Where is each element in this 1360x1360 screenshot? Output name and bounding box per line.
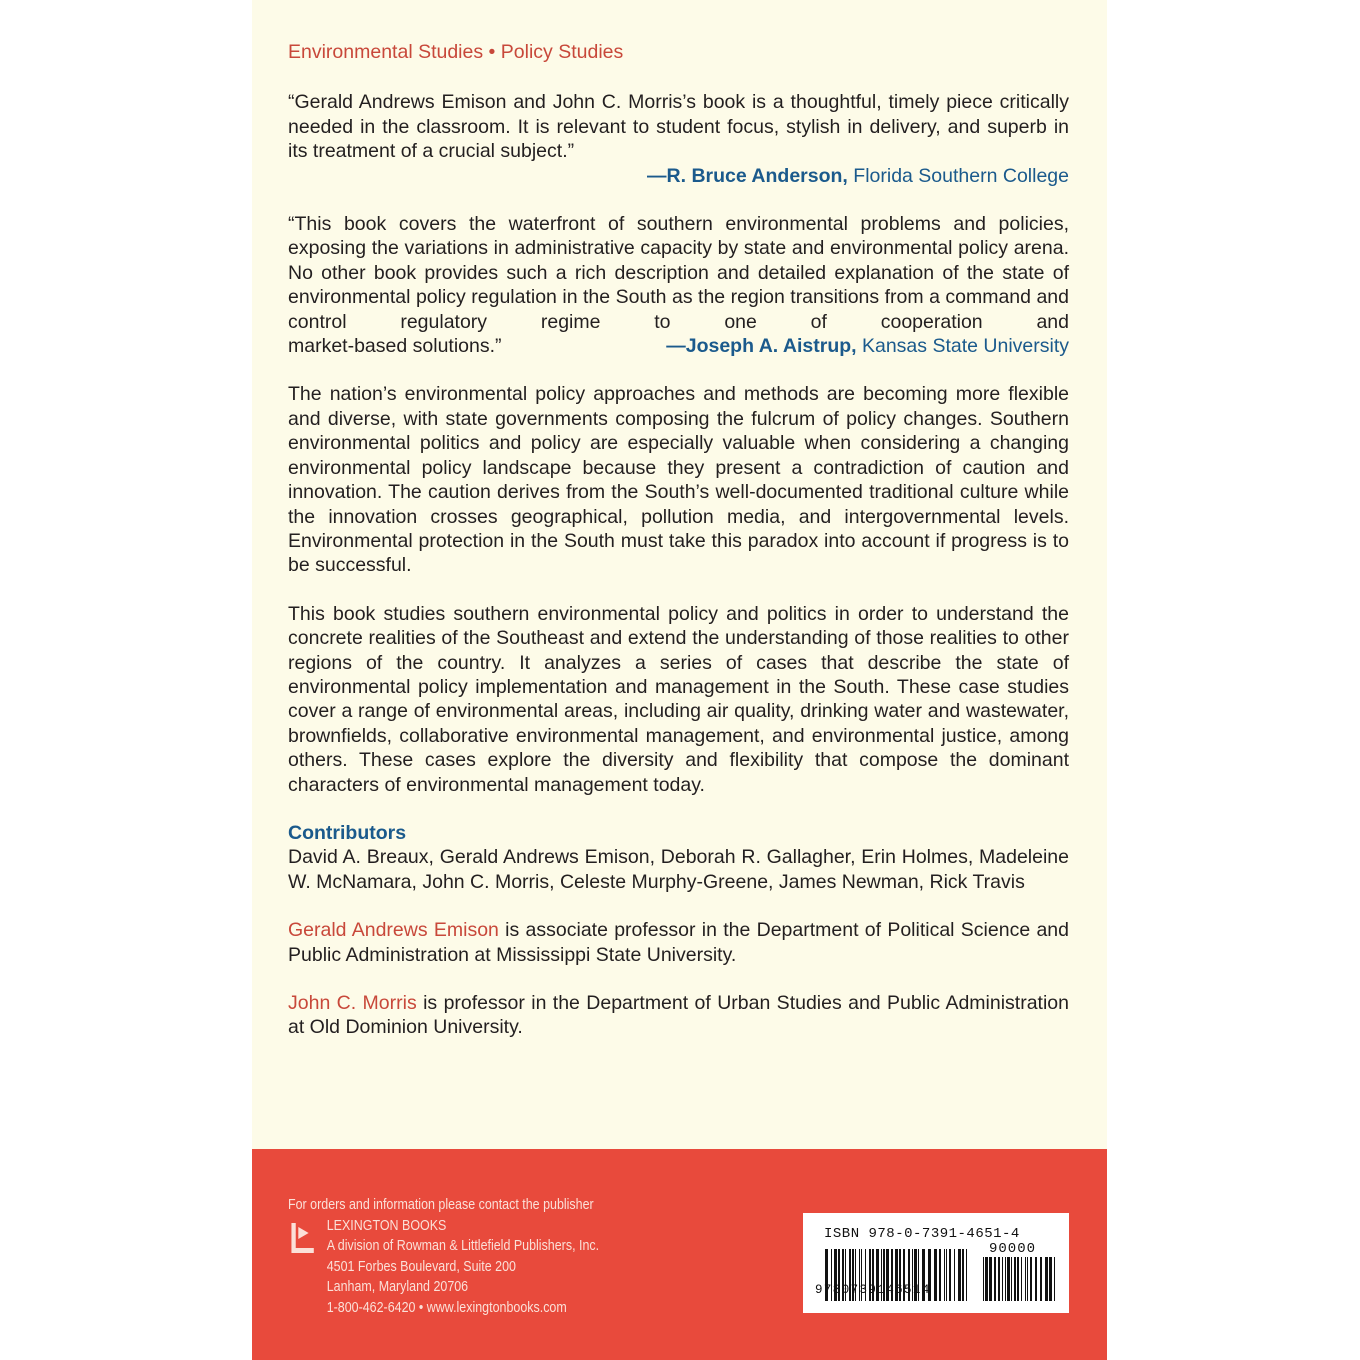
barcode-bar	[1035, 1257, 1037, 1301]
barcode-bars	[803, 1213, 1069, 1313]
quote-2-text-end: market-based solutions.”	[288, 335, 502, 358]
publisher-lines	[288, 1216, 599, 1319]
description-paragraph-1: The nation’s environmental policy approaches and methods are becoming more flexible and diverse, with state governments composing the fulcrum of policy changes. Southern environmental politics and policy are especially valuable when considering a changing environmental policy landscape because they present a contradiction of caution and innovation. The caution derives from the South’s well-documented traditional culture while the innovation crosses geographical, pollution media, and intergovernmental levels. Environmental protection in the South must take this paradox into account if progress is to be successful.	[288, 383, 1069, 577]
publisher-band	[252, 1149, 1107, 1360]
barcode-bar	[1007, 1257, 1010, 1301]
barcode-bar	[958, 1249, 961, 1301]
author-name-2: John C. Morris	[288, 992, 417, 1014]
barcode-bar	[946, 1249, 947, 1301]
quote-1-attribution	[288, 164, 1069, 188]
publisher-name: LEXINGTON BOOKS	[326, 1217, 447, 1234]
contributors-heading: Contributors	[288, 821, 407, 844]
barcode-bar	[1030, 1257, 1032, 1301]
barcode-bar	[989, 1257, 992, 1301]
barcode-bar	[1049, 1257, 1052, 1301]
barcode-ean-digits: 9780739146514	[815, 1283, 931, 1297]
publisher-address-1: 4501 Forbes Boulevard, Suite 200	[326, 1258, 516, 1275]
barcode-bar	[1005, 1257, 1006, 1301]
back-cover	[252, 0, 1107, 1360]
barcode-addon-number: 90000	[989, 1241, 1037, 1257]
barcode-bar	[934, 1249, 937, 1301]
barcode-bar	[1017, 1257, 1019, 1301]
barcode-bar	[1025, 1257, 1026, 1301]
barcode-bar	[1054, 1257, 1055, 1301]
quote-1-author: —R. Bruce Anderson,	[647, 164, 848, 187]
publisher-contact: 1-800-462-6420 • www.lexingtonbooks.com	[326, 1299, 567, 1316]
quote-1	[288, 90, 1069, 188]
quote-2-affiliation: Kansas State University	[856, 335, 1069, 358]
barcode-bar	[966, 1249, 967, 1301]
quote-2	[288, 212, 1069, 358]
barcode-bar	[985, 1257, 988, 1301]
publisher-division: A division of Rowman & Littlefield Publishers, Inc.	[326, 1238, 600, 1254]
barcode-bar	[944, 1249, 945, 1301]
quote-1-affiliation: Florida Southern College	[847, 164, 1069, 187]
author-bio-2-text: is professor in the Department of Urban Studies and Public Administration at Old Dominion University.	[288, 992, 1069, 1039]
category-label: Environmental Studies • Policy Studies	[288, 41, 624, 63]
description-paragraph-2: This book studies southern environmental policy and politics in order to understand the concrete realities of the Southeast and extend the understanding of those realities to other regions of the country. It analyzes a series of cases that describe the state of environmental policy implementation and management in the South. These case studies cover a range of environmental areas, including air quality, drinking water and wastewater, brownfields, collaborative environmental management, and environmental justice, among others. These cases explore the diversity and flexibility that compose the dominant characters of environmental management today.	[288, 602, 1069, 796]
barcode-bar	[962, 1249, 964, 1301]
barcode-bar	[1002, 1257, 1003, 1301]
publisher-address-2: Lanham, Maryland 20706	[326, 1279, 469, 1295]
quote-2-attribution	[666, 334, 1069, 358]
barcode-bar	[954, 1249, 955, 1301]
cover-text	[288, 40, 1069, 1064]
barcode-bar	[939, 1249, 941, 1301]
contributors-section	[288, 821, 1069, 894]
publisher-intro: For orders and information please contact the publisher	[288, 1197, 594, 1213]
isbn-label: ISBN 978-0-7391-4651-4	[824, 1226, 1020, 1242]
quote-2-last-line	[288, 334, 1069, 358]
author-bio-2	[288, 991, 1069, 1040]
barcode-bar	[998, 1257, 1000, 1301]
author-name-1: Gerald Andrews Emison	[288, 919, 499, 942]
barcode-bar	[1040, 1257, 1042, 1301]
barcode-bar	[1027, 1257, 1028, 1301]
barcode-bar	[1045, 1257, 1048, 1301]
lexington-logo-icon	[288, 1221, 319, 1255]
contributors-list: David A. Breaux, Gerald Andrews Emison, Deborah R. Gallagher, Erin Holmes, Madeleine W. McNamara, John C. Morris, Celeste Murphy-Greene, James Newman, Rick Travis	[288, 846, 1069, 893]
barcode-bar	[1014, 1257, 1016, 1301]
quote-1-text: “Gerald Andrews Emison and John C. Morris’s book is a thoughtful, timely piece critically needed in the classroom. It is relevant to student focus, stylish in delivery, and superb in its treatment of a crucial subject.”	[288, 91, 1069, 163]
barcode	[803, 1213, 1069, 1313]
author-bio-1	[288, 918, 1069, 967]
barcode-bar	[949, 1249, 951, 1301]
barcode-bar	[1011, 1257, 1012, 1301]
barcode-bar	[994, 1257, 996, 1301]
author-bio-1-text: is associate professor in the Department of Political Science and Public Administration at Mississippi State University.	[288, 919, 1069, 966]
publisher-info	[288, 1195, 599, 1318]
quote-2-text: “This book covers the waterfront of southern environmental problems and policies, exposing the variations in administrative capacity by state and environmental policy arena. No other book provides such a rich description and detailed explanation of the state of environmental policy regulation in the South as the region transitions from a command and control regulatory regime to one of cooperation and	[288, 213, 1069, 333]
barcode-bar	[1021, 1257, 1022, 1301]
barcode-bar	[983, 1257, 984, 1301]
quote-2-author: —Joseph A. Aistrup,	[666, 335, 857, 358]
